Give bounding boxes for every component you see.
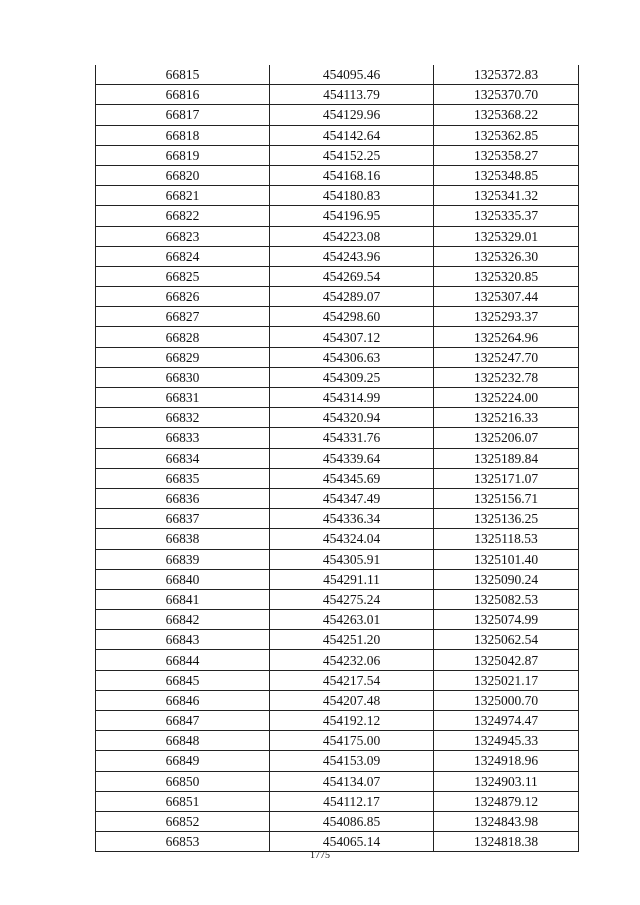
x-coordinate-cell: 454307.12 xyxy=(270,327,434,347)
point-id-cell: 66830 xyxy=(96,367,270,387)
table-row xyxy=(96,125,579,145)
table-row xyxy=(96,307,579,327)
y-coordinate-cell: 1325206.07 xyxy=(434,428,579,448)
x-coordinate-cell: 454306.63 xyxy=(270,347,434,367)
point-id-cell: 66816 xyxy=(96,85,270,105)
y-coordinate-cell: 1325293.37 xyxy=(434,307,579,327)
y-coordinate-cell: 1324974.47 xyxy=(434,711,579,731)
x-coordinate-cell: 454251.20 xyxy=(270,630,434,650)
y-coordinate-cell: 1325171.07 xyxy=(434,468,579,488)
y-coordinate-cell: 1325189.84 xyxy=(434,448,579,468)
table-row xyxy=(96,589,579,609)
y-coordinate-cell: 1325358.27 xyxy=(434,145,579,165)
table-row xyxy=(96,448,579,468)
y-coordinate-cell: 1325101.40 xyxy=(434,549,579,569)
y-coordinate-cell: 1325307.44 xyxy=(434,287,579,307)
y-coordinate-cell: 1325247.70 xyxy=(434,347,579,367)
table-row xyxy=(96,771,579,791)
x-coordinate-cell: 454142.64 xyxy=(270,125,434,145)
table-row xyxy=(96,266,579,286)
point-id-cell: 66826 xyxy=(96,287,270,307)
y-coordinate-cell: 1325042.87 xyxy=(434,650,579,670)
point-id-cell: 66849 xyxy=(96,751,270,771)
y-coordinate-cell: 1325118.53 xyxy=(434,529,579,549)
x-coordinate-cell: 454175.00 xyxy=(270,731,434,751)
table-row xyxy=(96,711,579,731)
table-row xyxy=(96,85,579,105)
table-row xyxy=(96,670,579,690)
y-coordinate-cell: 1324903.11 xyxy=(434,771,579,791)
table-row xyxy=(96,226,579,246)
point-id-cell: 66824 xyxy=(96,246,270,266)
point-id-cell: 66837 xyxy=(96,509,270,529)
point-id-cell: 66827 xyxy=(96,307,270,327)
x-coordinate-cell: 454153.09 xyxy=(270,751,434,771)
point-id-cell: 66842 xyxy=(96,610,270,630)
table-row xyxy=(96,408,579,428)
x-coordinate-cell: 454112.17 xyxy=(270,791,434,811)
point-id-cell: 66852 xyxy=(96,811,270,831)
table-row xyxy=(96,65,579,85)
x-coordinate-cell: 454298.60 xyxy=(270,307,434,327)
x-coordinate-cell: 454095.46 xyxy=(270,65,434,85)
y-coordinate-cell: 1325329.01 xyxy=(434,226,579,246)
x-coordinate-cell: 454232.06 xyxy=(270,650,434,670)
point-id-cell: 66850 xyxy=(96,771,270,791)
y-coordinate-cell: 1324843.98 xyxy=(434,811,579,831)
x-coordinate-cell: 454086.85 xyxy=(270,811,434,831)
y-coordinate-cell: 1325156.71 xyxy=(434,488,579,508)
y-coordinate-cell: 1325074.99 xyxy=(434,610,579,630)
point-id-cell: 66821 xyxy=(96,186,270,206)
point-id-cell: 66832 xyxy=(96,408,270,428)
table-row xyxy=(96,811,579,831)
y-coordinate-cell: 1325082.53 xyxy=(434,589,579,609)
x-coordinate-cell: 454168.16 xyxy=(270,165,434,185)
y-coordinate-cell: 1325021.17 xyxy=(434,670,579,690)
x-coordinate-cell: 454291.11 xyxy=(270,569,434,589)
y-coordinate-cell: 1324818.38 xyxy=(434,832,579,852)
table-row xyxy=(96,751,579,771)
x-coordinate-cell: 454331.76 xyxy=(270,428,434,448)
point-id-cell: 66847 xyxy=(96,711,270,731)
table-row xyxy=(96,610,579,630)
table-row xyxy=(96,529,579,549)
y-coordinate-cell: 1325326.30 xyxy=(434,246,579,266)
table-row xyxy=(96,206,579,226)
y-coordinate-cell: 1325232.78 xyxy=(434,367,579,387)
table-row xyxy=(96,488,579,508)
table-row xyxy=(96,549,579,569)
point-id-cell: 66825 xyxy=(96,266,270,286)
table-row xyxy=(96,388,579,408)
point-id-cell: 66851 xyxy=(96,791,270,811)
point-id-cell: 66828 xyxy=(96,327,270,347)
table-row xyxy=(96,428,579,448)
table-row xyxy=(96,791,579,811)
y-coordinate-cell: 1325372.83 xyxy=(434,65,579,85)
table-row xyxy=(96,509,579,529)
x-coordinate-cell: 454065.14 xyxy=(270,832,434,852)
table-row xyxy=(96,690,579,710)
point-id-cell: 66844 xyxy=(96,650,270,670)
point-id-cell: 66846 xyxy=(96,690,270,710)
table-row xyxy=(96,731,579,751)
point-id-cell: 66819 xyxy=(96,145,270,165)
y-coordinate-cell: 1325000.70 xyxy=(434,690,579,710)
y-coordinate-cell: 1325335.37 xyxy=(434,206,579,226)
point-id-cell: 66815 xyxy=(96,65,270,85)
x-coordinate-cell: 454289.07 xyxy=(270,287,434,307)
table-row xyxy=(96,246,579,266)
table-row xyxy=(96,468,579,488)
page-number: 1775 xyxy=(310,850,330,861)
x-coordinate-cell: 454180.83 xyxy=(270,186,434,206)
y-coordinate-cell: 1325320.85 xyxy=(434,266,579,286)
x-coordinate-cell: 454309.25 xyxy=(270,367,434,387)
point-id-cell: 66835 xyxy=(96,468,270,488)
x-coordinate-cell: 454223.08 xyxy=(270,226,434,246)
y-coordinate-cell: 1325136.25 xyxy=(434,509,579,529)
table-row xyxy=(96,186,579,206)
y-coordinate-cell: 1325216.33 xyxy=(434,408,579,428)
x-coordinate-cell: 454134.07 xyxy=(270,771,434,791)
x-coordinate-cell: 454243.96 xyxy=(270,246,434,266)
point-id-cell: 66840 xyxy=(96,569,270,589)
point-id-cell: 66820 xyxy=(96,165,270,185)
x-coordinate-cell: 454339.64 xyxy=(270,448,434,468)
coordinate-table-body xyxy=(96,65,579,852)
coordinate-table xyxy=(95,65,579,852)
x-coordinate-cell: 454192.12 xyxy=(270,711,434,731)
point-id-cell: 66843 xyxy=(96,630,270,650)
y-coordinate-cell: 1325062.54 xyxy=(434,630,579,650)
x-coordinate-cell: 454152.25 xyxy=(270,145,434,165)
table-row xyxy=(96,569,579,589)
table-row xyxy=(96,105,579,125)
table-row xyxy=(96,630,579,650)
y-coordinate-cell: 1324879.12 xyxy=(434,791,579,811)
point-id-cell: 66845 xyxy=(96,670,270,690)
point-id-cell: 66853 xyxy=(96,832,270,852)
point-id-cell: 66823 xyxy=(96,226,270,246)
point-id-cell: 66833 xyxy=(96,428,270,448)
table-row xyxy=(96,650,579,670)
y-coordinate-cell: 1325264.96 xyxy=(434,327,579,347)
y-coordinate-cell: 1324918.96 xyxy=(434,751,579,771)
table-row xyxy=(96,832,579,852)
x-coordinate-cell: 454336.34 xyxy=(270,509,434,529)
x-coordinate-cell: 454196.95 xyxy=(270,206,434,226)
point-id-cell: 66841 xyxy=(96,589,270,609)
x-coordinate-cell: 454305.91 xyxy=(270,549,434,569)
table-row xyxy=(96,165,579,185)
point-id-cell: 66818 xyxy=(96,125,270,145)
x-coordinate-cell: 454347.49 xyxy=(270,488,434,508)
point-id-cell: 66838 xyxy=(96,529,270,549)
y-coordinate-cell: 1325370.70 xyxy=(434,85,579,105)
x-coordinate-cell: 454275.24 xyxy=(270,589,434,609)
x-coordinate-cell: 454314.99 xyxy=(270,388,434,408)
table-row xyxy=(96,367,579,387)
point-id-cell: 66839 xyxy=(96,549,270,569)
x-coordinate-cell: 454207.48 xyxy=(270,690,434,710)
table-row xyxy=(96,327,579,347)
point-id-cell: 66822 xyxy=(96,206,270,226)
x-coordinate-cell: 454113.79 xyxy=(270,85,434,105)
y-coordinate-cell: 1325090.24 xyxy=(434,569,579,589)
point-id-cell: 66831 xyxy=(96,388,270,408)
y-coordinate-cell: 1325362.85 xyxy=(434,125,579,145)
point-id-cell: 66829 xyxy=(96,347,270,367)
y-coordinate-cell: 1325224.00 xyxy=(434,388,579,408)
table-row xyxy=(96,287,579,307)
x-coordinate-cell: 454263.01 xyxy=(270,610,434,630)
point-id-cell: 66817 xyxy=(96,105,270,125)
x-coordinate-cell: 454345.69 xyxy=(270,468,434,488)
point-id-cell: 66836 xyxy=(96,488,270,508)
x-coordinate-cell: 454129.96 xyxy=(270,105,434,125)
table-row xyxy=(96,145,579,165)
point-id-cell: 66848 xyxy=(96,731,270,751)
x-coordinate-cell: 454324.04 xyxy=(270,529,434,549)
x-coordinate-cell: 454269.54 xyxy=(270,266,434,286)
x-coordinate-cell: 454217.54 xyxy=(270,670,434,690)
y-coordinate-cell: 1325341.32 xyxy=(434,186,579,206)
table-row xyxy=(96,347,579,367)
x-coordinate-cell: 454320.94 xyxy=(270,408,434,428)
y-coordinate-cell: 1325368.22 xyxy=(434,105,579,125)
y-coordinate-cell: 1325348.85 xyxy=(434,165,579,185)
point-id-cell: 66834 xyxy=(96,448,270,468)
y-coordinate-cell: 1324945.33 xyxy=(434,731,579,751)
